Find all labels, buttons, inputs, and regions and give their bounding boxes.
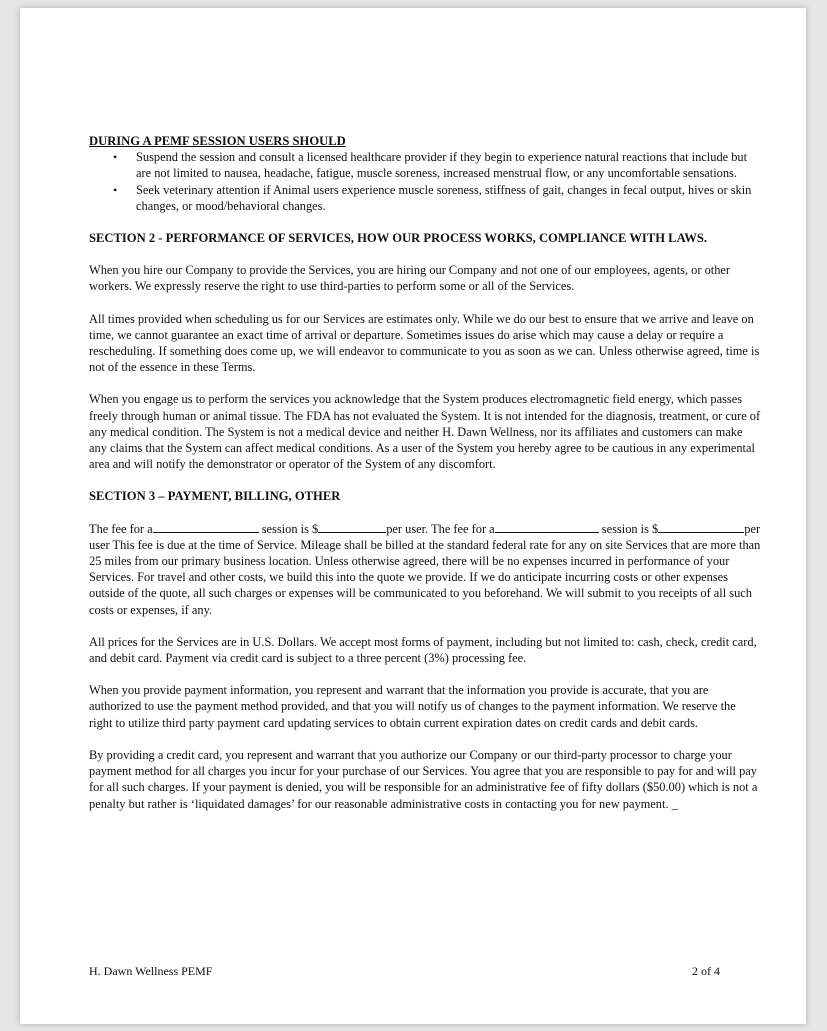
fee-text: per user This fee is due at the time of Service. Mileage shall be billed at the standard federal rate for any on site Services that are more than 25 miles from our primary business location. Unless otherwise agreed, there will be no expenses incurred in performance of your Services. For travel and other costs, we build this into the quote we provide. If we do anticipate incurring costs or other expenses outside of the quote, all such charges or expenses will be communicated to you beforehand. We will submit to you receipts of all such costs or expenses, if any. (89, 521, 761, 617)
fee-text: The fee for a (89, 521, 153, 536)
section-3-heading: SECTION 3 – PAYMENT, BILLING, OTHER (89, 489, 341, 504)
section-heading-pemf-session: DURING A PEMF SESSION USERS SHOULD (89, 134, 346, 148)
paragraph: When you hire our Company to provide the Services, you are hiring our Company and not one of our employees, agents, or other workers. We expressly reserve the right to use third-parties to perform some or all of the Services. (89, 263, 731, 294)
paragraph: By providing a credit card, you represent and warrant that you authorize our Company or our third-party processor to charge your payment method for all charges you incur for your purchase of our Services. You agree that you are responsible to pay for and will pay for all such charges. If your payment is denied, you will be responsible for an administrative fee of fifty dollars ($50.00) which is not a penalty but rather is ‘liquidated damages’ for our reasonable administrative costs in contacting you for new payment. _ (89, 747, 758, 811)
fee-amount-blank-1[interactable] (318, 521, 386, 533)
fee-paragraph (89, 521, 761, 618)
bullet-list (89, 149, 761, 214)
fee-text: per user. The fee for a (386, 521, 495, 536)
fee-amount-blank-2[interactable] (658, 521, 744, 533)
fee-text: session is $ (598, 521, 659, 536)
fee-session-type-blank-2[interactable] (495, 521, 599, 533)
list-item (113, 149, 761, 181)
document-body (89, 133, 761, 812)
fee-text: session is $ (258, 521, 319, 536)
bullet-text: Suspend the session and consult a licensed healthcare provider if they begin to experience natural reactions that include but are not limited to nausea, headache, fatigue, muscle soreness, increased menstrual flow, or any uncomfortable sensations. (136, 150, 748, 181)
list-item (113, 182, 761, 214)
paragraph: All times provided when scheduling us for our Services are estimates only. While we do our best to ensure that we arrive and leave on time, we cannot guarantee an exact time of arrival or departure. Sometimes issues do arise which may cause a delay or require a rescheduling. If something does come up, we will endeavor to communicate to you as soon as we can. Unless otherwise agreed, time is not of the essence in these Terms. (89, 311, 760, 375)
footer-title: H. Dawn Wellness PEMF (89, 964, 213, 978)
bullet-text: Seek veterinary attention if Animal users experience muscle soreness, stiffness of gait, changes in fecal output, hives or skin changes, or mood/behavioral changes. (136, 182, 752, 213)
paragraph: When you engage us to perform the services you acknowledge that the System produces electromagnetic field energy, which passes freely through human or animal tissue. The FDA has not evaluated the System. It is not intended for the diagnosis, treatment, or cure of any medical condition. The System is not a medical device and neither H. Dawn Wellness, nor its affiliates and customers can make any claims that the System can affect medical conditions. As a user of the System you hereby agree to be cautious in any experimental area and will notify the demonstrator or operator of the System of any discomfort. (89, 392, 761, 472)
paragraph: All prices for the Services are in U.S. Dollars. We accept most forms of payment, including but not limited to: cash, check, credit card, and debit card. Payment via credit card is subject to a three percent (3%) processing fee. (89, 634, 757, 666)
section-2-heading: SECTION 2 - PERFORMANCE OF SERVICES, HOW OUR PROCESS WORKS, COMPLIANCE WITH LAWS. (89, 231, 708, 246)
bullet-icon: • (113, 150, 118, 165)
fee-session-type-blank-1[interactable] (153, 521, 259, 533)
document-page (20, 8, 806, 1024)
page-number: 2 of 4 (692, 964, 720, 978)
paragraph: When you provide payment information, you represent and warrant that the information you provide is accurate, that you are authorized to use the payment method provided, and that you will notify us of changes to the payment information. We reserve the right to utilize third party payment card updating services to obtain current expiration dates on credit cards and debit cards. (89, 683, 736, 730)
bullet-icon: • (113, 182, 118, 197)
